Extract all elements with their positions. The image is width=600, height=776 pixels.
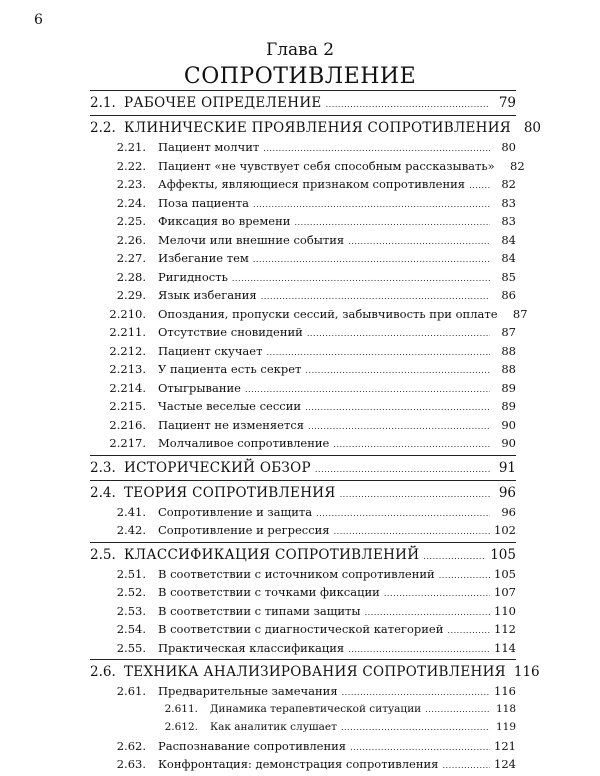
toc-entry-title: Отыгрывание	[158, 380, 241, 395]
toc-entry-number: 2.1.	[90, 95, 116, 111]
dot-leader	[340, 485, 490, 501]
toc-entry-title: КЛАССИФИКАЦИЯ СОПРОТИВЛЕНИЙ	[124, 546, 420, 563]
toc-entry-title: В соответствии с диагностической категорией	[158, 622, 444, 636]
toc-entry-page: 105	[490, 546, 516, 563]
toc-entry-title: Как аналитик слушает	[210, 720, 337, 733]
toc-entry-number: 2.3.	[90, 459, 116, 476]
toc-entry-number: 2.6.	[90, 664, 116, 680]
toc-entry-page: 87	[512, 306, 528, 321]
toc-entry-title: Частые веселые сессии	[158, 399, 302, 413]
toc-entry-number: 2.211.	[109, 325, 146, 339]
toc-entry-title: Пациент «не чувствует себя способным рассказывать»	[158, 158, 495, 173]
toc-entry[interactable]	[90, 381, 516, 400]
dot-leader	[439, 567, 490, 581]
toc-entry[interactable]	[90, 703, 516, 721]
toc-entry-number: 2.25.	[116, 214, 146, 228]
section-divider	[90, 455, 516, 456]
dot-leader	[348, 641, 490, 655]
toc-entry-page: 80	[501, 140, 516, 154]
toc-entry-number: 2.214.	[109, 380, 146, 395]
dot-leader	[245, 381, 490, 395]
toc-entry-title: Пациент молчит	[158, 140, 260, 154]
chapter-label: Глава 2	[265, 40, 335, 60]
toc-entry-title: Отсутствие сновидений	[158, 325, 303, 339]
toc-entry-title: Динамика терапевтической ситуации	[210, 702, 422, 715]
dot-leader	[308, 418, 490, 432]
toc-entry-number: 2.41.	[116, 504, 146, 519]
toc-entry-title: Конфронтация: демонстрация сопротивления	[158, 757, 439, 771]
dot-leader	[266, 344, 490, 358]
toc-entry-title: ТЕХНИКА АНАЛИЗИРОВАНИЯ СОПРОТИВЛЕНИЯ	[124, 664, 506, 680]
toc-entry-number: 2.29.	[116, 288, 146, 302]
toc-entry-number: 2.4.	[90, 484, 116, 501]
toc-entry[interactable]	[90, 622, 516, 641]
toc-entry[interactable]	[90, 362, 516, 381]
dot-leader	[442, 757, 490, 771]
toc-entry-page: 89	[501, 399, 516, 413]
toc-entry-page: 85	[501, 269, 516, 284]
toc-entry-page: 102	[494, 523, 516, 537]
toc-entry-number: 2.22.	[116, 158, 146, 173]
toc-entry[interactable]	[90, 140, 516, 159]
toc-entry-title: Практическая классификация	[158, 640, 345, 655]
toc-entry-number: 2.217.	[109, 436, 146, 450]
dot-leader	[342, 684, 490, 698]
page-number: 6	[34, 12, 43, 28]
toc-entry[interactable]	[90, 684, 516, 703]
dot-leader	[384, 585, 490, 599]
toc-entry-title: Ригидность	[158, 269, 228, 284]
toc-entry-title: Фиксация во времени	[158, 214, 291, 228]
toc-entry[interactable]	[90, 523, 516, 542]
toc-entry[interactable]	[90, 196, 516, 215]
toc-entry[interactable]	[90, 436, 516, 455]
toc-entry[interactable]	[90, 288, 516, 307]
toc-entry-number: 2.51.	[116, 566, 146, 581]
dot-leader	[425, 703, 490, 715]
dot-leader	[423, 547, 486, 563]
toc-entry[interactable]	[90, 120, 542, 140]
toc-entry-page: 86	[501, 288, 516, 302]
dot-leader	[341, 721, 490, 733]
toc-entry-page: 88	[501, 362, 516, 376]
toc-entry-title: КЛИНИЧЕСКИЕ ПРОЯВЛЕНИЯ СОПРОТИВЛЕНИЯ	[124, 120, 512, 136]
toc-entry[interactable]	[90, 547, 516, 567]
dot-leader	[348, 233, 490, 247]
section-divider	[90, 542, 516, 543]
dot-leader	[333, 436, 490, 450]
toc-entry-page: 79	[498, 95, 516, 111]
toc-entry[interactable]	[90, 664, 540, 684]
dot-leader	[294, 214, 490, 228]
dot-leader	[261, 288, 490, 302]
toc-entry-title: Язык избегания	[158, 288, 257, 302]
toc-entry-page: 112	[494, 622, 516, 636]
toc-entry-page: 124	[494, 757, 516, 771]
toc-entry-number: 2.63.	[116, 757, 146, 771]
toc-entry-title: ИСТОРИЧЕСКИЙ ОБЗОР	[124, 459, 311, 476]
toc-entry-title: Избегание тем	[158, 251, 249, 265]
toc-entry[interactable]	[90, 567, 516, 586]
toc-entry-title: Распознавание сопротивления	[158, 738, 347, 753]
toc-entry[interactable]	[90, 641, 516, 660]
toc-entry-title: Молчаливое сопротивление	[158, 436, 330, 450]
toc-entry-number: 2.52.	[116, 585, 146, 599]
toc-entry-page: 90	[501, 436, 516, 450]
toc-entry-number: 2.2.	[90, 120, 116, 136]
toc-entry-page: 83	[501, 195, 516, 210]
toc-entry-number: 2.28.	[116, 269, 146, 284]
section-divider	[90, 115, 516, 116]
toc-entry[interactable]	[90, 739, 516, 758]
toc-entry-title: Опоздания, пропуски сессий, забывчивость при оплате	[158, 306, 498, 321]
toc-entry-page: 105	[494, 566, 516, 581]
toc-entry-title: Предварительные замечания	[158, 684, 338, 698]
dot-leader	[253, 196, 490, 210]
toc-entry-title: Сопротивление и регрессия	[158, 523, 330, 537]
toc-entry-number: 2.54.	[116, 622, 146, 636]
toc-entry[interactable]	[90, 344, 516, 363]
dot-leader	[263, 140, 490, 154]
toc-entry[interactable]	[90, 418, 516, 437]
toc-entry-page: 88	[501, 343, 516, 358]
toc-entry-title: Пациент скучает	[158, 343, 263, 358]
toc-entry-number: 2.210.	[109, 306, 146, 321]
toc-entry-title: Аффекты, являющиеся признаком сопротивления	[158, 177, 466, 191]
toc-entry[interactable]	[90, 158, 525, 178]
toc-entry-page: 96	[498, 484, 516, 501]
dot-leader	[315, 460, 490, 476]
toc-entry[interactable]	[90, 505, 516, 524]
toc-entry-number: 2.42.	[116, 523, 146, 537]
toc-entry[interactable]	[90, 721, 516, 739]
toc-entry[interactable]	[90, 233, 516, 252]
dot-leader	[253, 251, 490, 265]
toc-entry[interactable]	[90, 214, 516, 233]
toc-entry-title: В соответствии с типами защиты	[158, 603, 361, 618]
toc-entry[interactable]	[90, 399, 516, 418]
toc-entry[interactable]	[90, 95, 516, 115]
toc-entry-page: 90	[501, 417, 516, 432]
toc-entry-number: 2.61.	[116, 684, 146, 698]
toc-entry[interactable]	[90, 604, 516, 623]
dot-leader	[307, 325, 490, 339]
toc-entry-title: Поза пациента	[158, 195, 250, 210]
toc-entry-page: 84	[501, 251, 516, 265]
toc-entry-page: 83	[501, 214, 516, 228]
dot-leader	[305, 399, 490, 413]
toc-entry-number: 2.612.	[164, 720, 198, 733]
toc-entry-title: Мелочи или внешние события	[158, 232, 345, 247]
dot-leader	[334, 523, 490, 537]
chapter-title: СОПРОТИВЛЕНИЕ	[183, 64, 417, 89]
table-of-contents	[90, 90, 542, 776]
toc-entry-number: 2.26.	[116, 232, 146, 247]
section-divider	[90, 90, 516, 91]
toc-entry-number: 2.611.	[164, 702, 198, 715]
toc-entry-page: 121	[494, 738, 516, 753]
toc-entry-page: 116	[494, 684, 516, 698]
toc-entry-number: 2.5.	[90, 546, 116, 563]
toc-entry-title: У пациента есть секрет	[158, 362, 302, 376]
toc-entry-page: 87	[501, 325, 516, 339]
toc-entry-title: Пациент не изменяется	[158, 417, 305, 432]
section-divider	[90, 659, 516, 660]
toc-entry-page: 107	[494, 585, 516, 599]
toc-entry-number: 2.27.	[116, 251, 146, 265]
toc-entry-number: 2.212.	[109, 343, 146, 358]
toc-entry-number: 2.215.	[109, 399, 146, 413]
dot-leader	[326, 95, 490, 111]
toc-entry-page: 110	[494, 603, 516, 618]
dot-leader	[232, 270, 490, 284]
toc-entry-title: РАБОЧЕЕ ОПРЕДЕЛЕНИЕ	[124, 95, 322, 111]
toc-entry[interactable]	[90, 325, 516, 344]
toc-entry-page: 82	[501, 177, 516, 191]
toc-entry-title: ТЕОРИЯ СОПРОТИВЛЕНИЯ	[124, 484, 336, 501]
dot-leader	[305, 362, 490, 376]
toc-entry[interactable]	[90, 460, 516, 480]
toc-entry-page: 114	[494, 640, 516, 655]
toc-entry-number: 2.213.	[109, 362, 146, 376]
dot-leader	[316, 505, 490, 519]
toc-entry-title: Сопротивление и защита	[158, 504, 313, 519]
dot-leader	[365, 604, 490, 618]
toc-entry-page: 84	[501, 232, 516, 247]
toc-entry-page: 89	[501, 380, 516, 395]
toc-entry-number: 2.23.	[116, 177, 146, 191]
dot-leader	[447, 622, 490, 636]
toc-entry-number: 2.55.	[116, 640, 146, 655]
toc-entry-number: 2.21.	[116, 140, 146, 154]
toc-entry[interactable]	[90, 306, 528, 326]
toc-entry-number: 2.24.	[116, 195, 146, 210]
toc-entry[interactable]	[90, 270, 516, 289]
dot-leader	[469, 177, 490, 191]
dot-leader	[350, 739, 490, 753]
toc-entry-page: 116	[513, 664, 540, 680]
toc-entry[interactable]	[90, 585, 516, 604]
toc-entry[interactable]	[90, 177, 516, 196]
toc-entry-title: В соответствии с точками фиксации	[158, 585, 380, 599]
section-divider	[90, 480, 516, 481]
toc-entry-page: 91	[498, 459, 516, 476]
toc-entry[interactable]	[90, 485, 516, 505]
toc-entry-number: 2.216.	[109, 417, 146, 432]
toc-entry[interactable]	[90, 251, 516, 270]
toc-entry-page: 119	[495, 720, 516, 733]
toc-entry-page: 80	[523, 120, 542, 136]
toc-entry[interactable]	[90, 757, 516, 776]
toc-entry-number: 2.53.	[116, 603, 146, 618]
toc-entry-page: 118	[495, 702, 516, 715]
toc-entry-title: В соответствии с источником сопротивлений	[158, 566, 435, 581]
toc-entry-page: 96	[501, 504, 516, 519]
toc-entry-number: 2.62.	[116, 738, 146, 753]
toc-entry-page: 82	[510, 158, 525, 173]
